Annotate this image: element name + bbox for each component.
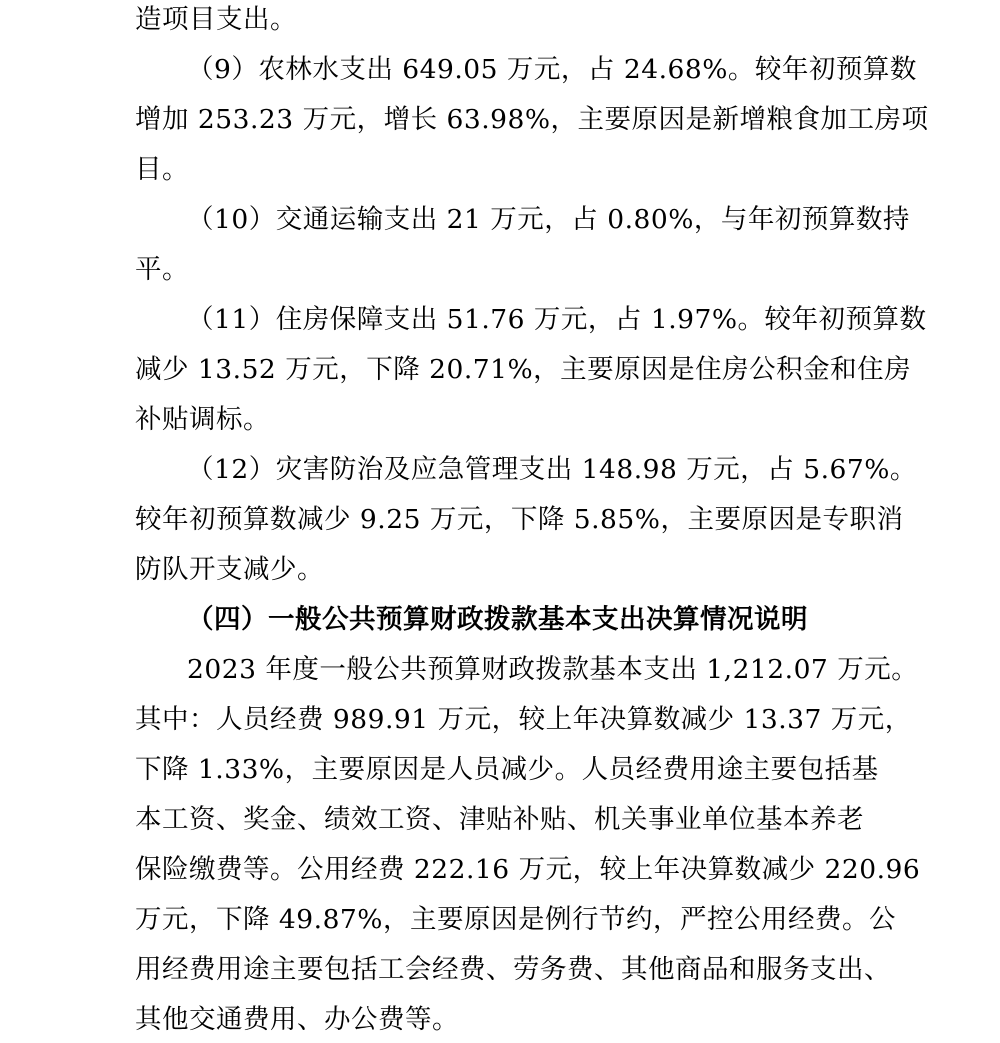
text-line: 其他交通费用、办公费等。 xyxy=(135,1004,459,1035)
text-line: 防队开支减少。 xyxy=(135,554,324,585)
text-line: （11）住房保障支出 51.76 万元，占 1.97%。较年初预算数 xyxy=(187,304,927,335)
section-heading: （四）一般公共预算财政拨款基本支出决算情况说明 xyxy=(187,604,808,635)
text-line: 万元，下降 49.87%，主要原因是例行节约，严控公用经费。公 xyxy=(135,904,896,935)
text-line: 补贴调标。 xyxy=(135,404,270,435)
text-line: 保险缴费等。公用经费 222.16 万元，较上年决算数减少 220.96 xyxy=(135,854,921,885)
text-line: 用经费用途主要包括工会经费、劳务费、其他商品和服务支出、 xyxy=(135,954,891,985)
text-line: （10）交通运输支出 21 万元，占 0.80%，与年初预算数持 xyxy=(187,204,910,235)
text-line: 减少 13.52 万元，下降 20.71%，主要原因是住房公积金和住房 xyxy=(135,354,912,385)
text-line: 其中：人员经费 989.91 万元，较上年决算数减少 13.37 万元， xyxy=(135,704,912,735)
text-line: 目。 xyxy=(135,154,189,185)
text-line: 2023 年度一般公共预算财政拨款基本支出 1,212.07 万元。 xyxy=(187,654,919,685)
text-line: （9）农林水支出 649.05 万元，占 24.68%。较年初预算数 xyxy=(187,54,917,85)
text-line: （12）灾害防治及应急管理支出 148.98 万元，占 5.67%。 xyxy=(187,454,917,485)
text-line: 造项目支出。 xyxy=(135,4,297,35)
text-line: 下降 1.33%，主要原因是人员减少。人员经费用途主要包括基 xyxy=(135,754,879,785)
text-line: 平。 xyxy=(135,254,189,285)
text-line: 增加 253.23 万元，增长 63.98%，主要原因是新增粮食加工房项 xyxy=(135,104,929,135)
text-line: 较年初预算数减少 9.25 万元，下降 5.85%，主要原因是专职消 xyxy=(135,504,904,535)
text-line: 本工资、奖金、绩效工资、津贴补贴、机关事业单位基本养老 xyxy=(135,804,864,835)
